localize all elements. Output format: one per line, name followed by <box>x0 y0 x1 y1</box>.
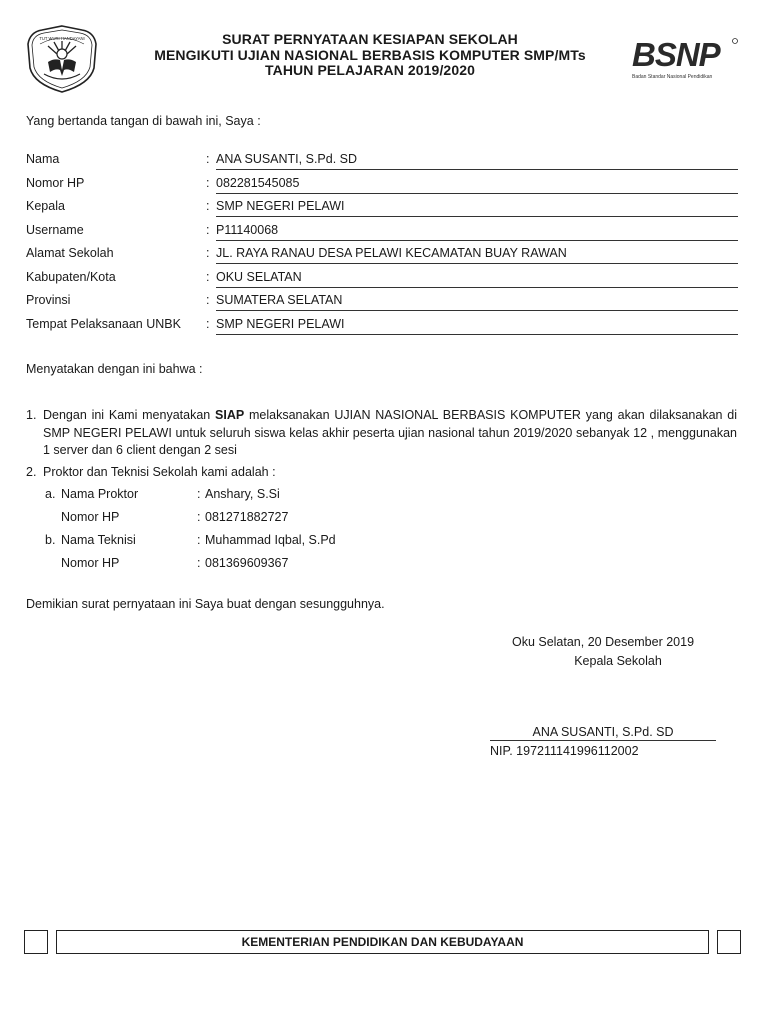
sub-label: Nama Proktor <box>61 487 139 501</box>
field-label: Provinsi <box>26 293 71 307</box>
bsnp-logo-icon <box>632 36 740 82</box>
field-colon: : <box>206 316 210 331</box>
field-row-username <box>26 221 738 245</box>
sub-colon: : <box>197 510 201 524</box>
field-label: Alamat Sekolah <box>26 246 114 260</box>
title-line-1: SURAT PERNYATAAN KESIAPAN SEKOLAH <box>222 31 518 47</box>
tut-wuri-handayani-emblem-icon <box>24 24 100 94</box>
field-colon: : <box>206 152 210 166</box>
field-value: ANA SUSANTI, S.Pd. SD <box>216 152 738 170</box>
intro-text: Yang bertanda tangan di bawah ini, Saya : <box>26 114 261 128</box>
item-number: 2. <box>26 465 37 479</box>
svg-text:TUT WURI HANDAYANI: TUT WURI HANDAYANI <box>39 36 85 41</box>
bsnp-logo-text: BSNP <box>632 36 720 73</box>
item-text: Dengan ini Kami menyatakan SIAP melaksanakan UJIAN NASIONAL BERBASIS KOMPUTER yang akan dilaksanakan di SMP NEGERI PELAWI untuk seluruh siswa kelas akhir peserta ujian nasional tahun 2019/2020 sebanyak 12 , menggunakan 1 server dan 6 client dengan 2 sesi <box>43 408 737 457</box>
sub-letter: a. <box>45 487 56 501</box>
field-row-provinsi <box>26 291 738 315</box>
field-colon: : <box>206 246 210 260</box>
signature-nip: NIP. 197211141996112002 <box>490 744 639 758</box>
ready-emphasis: SIAP <box>215 408 245 422</box>
field-colon: : <box>206 269 210 284</box>
title-line-3: TAHUN PELAJARAN 2019/2020 <box>265 62 475 78</box>
sub-letter: b. <box>45 533 56 547</box>
bsnp-logo-subtext: Badan Standar Nasional Pendidikan <box>632 74 713 80</box>
footer-ministry-label: KEMENTERIAN PENDIDIKAN DAN KEBUDAYAAN <box>56 930 709 954</box>
field-label: Username <box>26 222 84 237</box>
field-row-kabupaten-kota <box>26 268 738 292</box>
title-line-2: MENGIKUTI UJIAN NASIONAL BERBASIS KOMPUTER SMP/MTs <box>154 46 586 63</box>
signature-role: Kepala Sekolah <box>574 654 662 668</box>
closing-statement: Demikian surat pernyataan ini Saya buat dengan sesungguhnya. <box>26 597 385 611</box>
letter-header <box>0 28 768 98</box>
field-value: 082281545085 <box>216 176 738 194</box>
field-row-nomor-hp <box>26 174 738 198</box>
sub-colon: : <box>197 533 201 547</box>
signature-place-date: Oku Selatan, 20 Desember 2019 <box>511 635 695 649</box>
field-value: SMP NEGERI PELAWI <box>216 317 738 335</box>
declaration-intro: Menyatakan dengan ini bahwa : <box>26 362 203 376</box>
field-label: Nomor HP <box>26 175 85 190</box>
item-number: 1. <box>26 408 37 422</box>
field-label: Kabupaten/Kota <box>26 269 116 284</box>
signature-name: ANA SUSANTI, S.Pd. SD <box>490 725 716 741</box>
field-label: Kepala <box>26 199 65 213</box>
field-value: OKU SELATAN <box>216 270 738 288</box>
sub-value: Muhammad Iqbal, S.Pd <box>205 533 336 547</box>
field-row-tempat-pelaksanaan <box>26 315 738 339</box>
footer-right-box <box>717 930 741 954</box>
field-colon: : <box>206 293 210 307</box>
field-row-nama <box>26 150 738 174</box>
sub-value: 081369609367 <box>205 556 289 570</box>
field-row-alamat-sekolah <box>26 244 738 268</box>
sub-label: Nama Teknisi <box>61 533 136 547</box>
footer-left-box <box>24 930 48 954</box>
sub-label: Nomor HP <box>61 556 120 570</box>
sub-colon: : <box>197 556 201 570</box>
field-value: P11140068 <box>216 223 738 241</box>
sub-value: 081271882727 <box>205 510 289 524</box>
field-colon: : <box>206 199 210 213</box>
field-colon: : <box>206 175 210 190</box>
field-row-kepala <box>26 197 738 221</box>
field-value: JL. RAYA RANAU DESA PELAWI KECAMATAN BUAY RAWAN <box>216 246 738 264</box>
sub-colon: : <box>197 487 201 501</box>
sub-value: Anshary, S.Si <box>205 487 280 501</box>
field-value: SMP NEGERI PELAWI <box>216 199 738 217</box>
field-colon: : <box>206 222 210 237</box>
letter-title <box>130 32 610 79</box>
field-value: SUMATERA SELATAN <box>216 293 738 311</box>
field-label: Nama <box>26 152 60 166</box>
item-text: Proktor dan Teknisi Sekolah kami adalah : <box>43 465 276 479</box>
field-label: Tempat Pelaksanaan UNBK <box>26 316 181 331</box>
identity-fields <box>26 150 738 338</box>
sub-label: Nomor HP <box>61 510 120 524</box>
